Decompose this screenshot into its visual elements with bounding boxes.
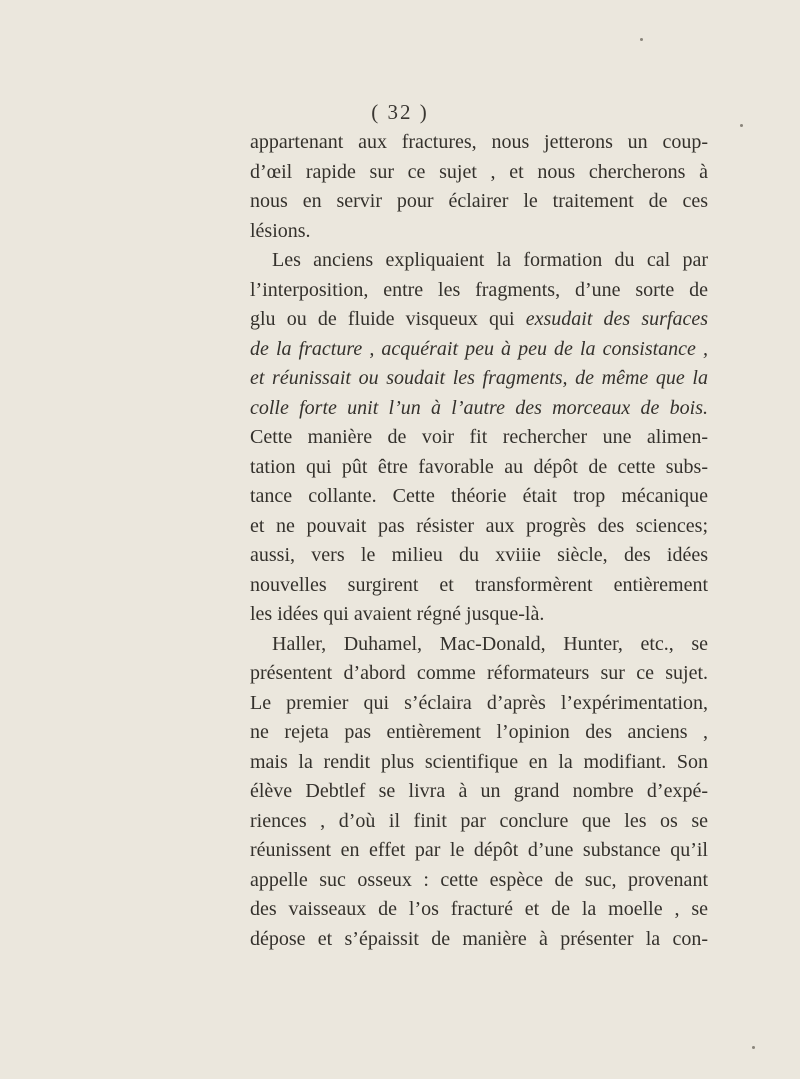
text-line [250, 276, 708, 306]
text-line [250, 571, 708, 601]
text-line [250, 335, 708, 365]
text-line [250, 394, 708, 424]
text-segment: l’interposition, entre les fragments, d’une sorte de [250, 278, 708, 301]
text-line [250, 895, 708, 925]
text-line [250, 217, 708, 247]
paper-speck [752, 1046, 755, 1049]
text-segment: d’œil rapide sur ce sujet , et nous chercherons à [250, 160, 708, 183]
text-segment: tance collante. Cette théorie était trop mécanique [250, 485, 708, 507]
text-line [250, 305, 708, 335]
text-segment: glu ou de fluide visqueux qui [250, 308, 526, 330]
text-line [250, 718, 708, 748]
text-line [250, 600, 708, 630]
text-line [250, 659, 708, 689]
text-line [250, 187, 708, 217]
text-segment: nous en servir pour éclairer le traitement de ces [250, 190, 708, 212]
text-segment: dépose et s’épaissit de manière à présenter la con- [250, 927, 708, 950]
italic-text: de la fracture , acquérait peu à peu de la consistance , [250, 337, 708, 360]
text-line [250, 423, 708, 453]
text-segment: mais la rendit plus scientifique en la modifiant. Son [250, 750, 708, 773]
text-line [250, 866, 708, 896]
italic-text: colle forte unit l’un à l’autre des morceaux de bois. [250, 396, 708, 419]
text-line [250, 128, 708, 158]
text-segment: lésions. [250, 219, 311, 242]
paper-speck [640, 38, 643, 41]
text-line [250, 807, 708, 837]
text-line [250, 482, 708, 512]
text-segment: présentent d’abord comme réformateurs sur ce sujet. [250, 662, 708, 684]
text-segment: des vaisseaux de l’os fracturé et de la moelle , se [250, 898, 708, 920]
text-segment: Haller, Duhamel, Mac-Donald, Hunter, etc., se [272, 632, 708, 655]
text-line [250, 748, 708, 778]
text-segment: riences , d’où il finit par conclure que les os se [250, 809, 708, 832]
text-segment: les idées qui avaient régné jusque-là. [250, 603, 545, 625]
text-line [250, 246, 708, 276]
text-line [250, 689, 708, 719]
text-line [250, 364, 708, 394]
text-line [250, 777, 708, 807]
text-segment: Cette manière de voir fit rechercher une alimen- [250, 426, 708, 448]
text-segment: ne rejeta pas entièrement l’opinion des anciens , [250, 721, 708, 743]
text-segment: Les anciens expliquaient la formation du cal par [272, 249, 708, 271]
text-segment: réunissent en effet par le dépôt d’une substance qu’il [250, 839, 708, 861]
text-segment: appartenant aux fractures, nous jetterons un coup- [250, 131, 708, 153]
text-line [250, 836, 708, 866]
text-segment: tation qui pût être favorable au dépôt de cette subs- [250, 455, 708, 478]
text-segment: appelle suc osseux : cette espèce de suc, provenant [250, 868, 708, 891]
italic-text: exsudait des surfaces [525, 308, 708, 330]
text-line [250, 453, 708, 483]
text-segment: Le premier qui s’éclaira d’après l’expérimentation, [250, 691, 708, 714]
text-line [250, 541, 708, 571]
text-segment: élève Debtlef se livra à un grand nombre d’expé- [250, 780, 708, 802]
text-segment: nouvelles surgirent et transformèrent entièrement [250, 573, 708, 596]
text-line [250, 512, 708, 542]
text-line [250, 158, 708, 188]
paper-speck [740, 124, 743, 127]
text-line [250, 630, 708, 660]
text-segment: et ne pouvait pas résister aux progrès des sciences; [250, 514, 708, 537]
italic-text: et réunissait ou soudait les fragments, de même que la [250, 367, 708, 389]
text-segment: aussi, vers le milieu du xviiie siècle, des idées [250, 544, 708, 566]
page-number: ( 32 ) [371, 100, 429, 124]
text-line [250, 925, 708, 955]
body-text [250, 128, 708, 954]
